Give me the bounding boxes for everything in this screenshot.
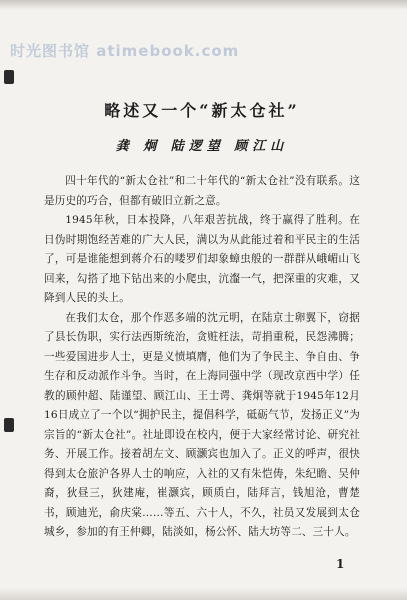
site-watermark: 时光图书馆 atimebook.com	[10, 42, 240, 60]
body-paragraph: 四十年代的“新太仓社”和二十年代的“新太仓社”没有联系。这是历史的巧合，但都有破旧立新之意。	[44, 175, 360, 207]
body-paragraph: 1945年秋，日本投降，八年艰苦抗战，终于赢得了胜利。在日伪时期饱经苦难的广大人民，满以为从此能过着和平民主的生活了，可是谁能想到蒋介石的喽罗们却象蟑虫般的一群群从峨嵋山飞回来，勾搭了地下钻出来的小爬虫，沆瀣一气，把深重的灾难，又降到人民的头上。	[44, 214, 360, 304]
binding-hole-mark	[4, 70, 14, 84]
article-title: 略述又一个“新太仓社”	[104, 101, 300, 120]
page-bottom-edge	[0, 588, 407, 600]
article-authors: 龚 炯 陆逻望 顾江山	[115, 139, 289, 154]
document-page	[44, 98, 360, 543]
body-paragraph: 在我们太仓，那个作恶多端的沈元明，在陆京士卵翼下，窃据了县长伪职，实行法西斯统治，贪赃枉法，苛捐重税，民怨沸腾；一些爱国进步人士，更是义愤填膺，他们为了争民主、争自由、争生存和反动派作斗争。当时，在上海同强中学（现改京西中学）任教的顾仲超、陆谨望、顾江山、王士谔、龚炯等就于1945年12月16日成立了一个以“拥护民主，提倡科学，砥砺气节，发扬正义”为宗旨的“新太仓社”。社址即设在校内，便于大家经常讨论、研究社务、开展工作。接着胡左文、顾灏宾也加入了。正义的呼声，很快得到太仓旅沪各界人士的响应，入社的又有朱恺俦，朱纪瞻、吴仲裔，狄昼三，狄建庵，崔灏宾，顾质白，陆拜言，钱旭沧，曹楚书，顾迪光，俞庆棠……等五、六十人，不久，社员又发展到太仓城乡，参加的有王仲卿，陆淡如，杨公怀、陆大坊等二、三十人。	[44, 311, 360, 538]
page-number: 1	[336, 557, 345, 571]
binding-hole-mark	[4, 418, 14, 432]
page-top-shadow	[0, 0, 407, 10]
